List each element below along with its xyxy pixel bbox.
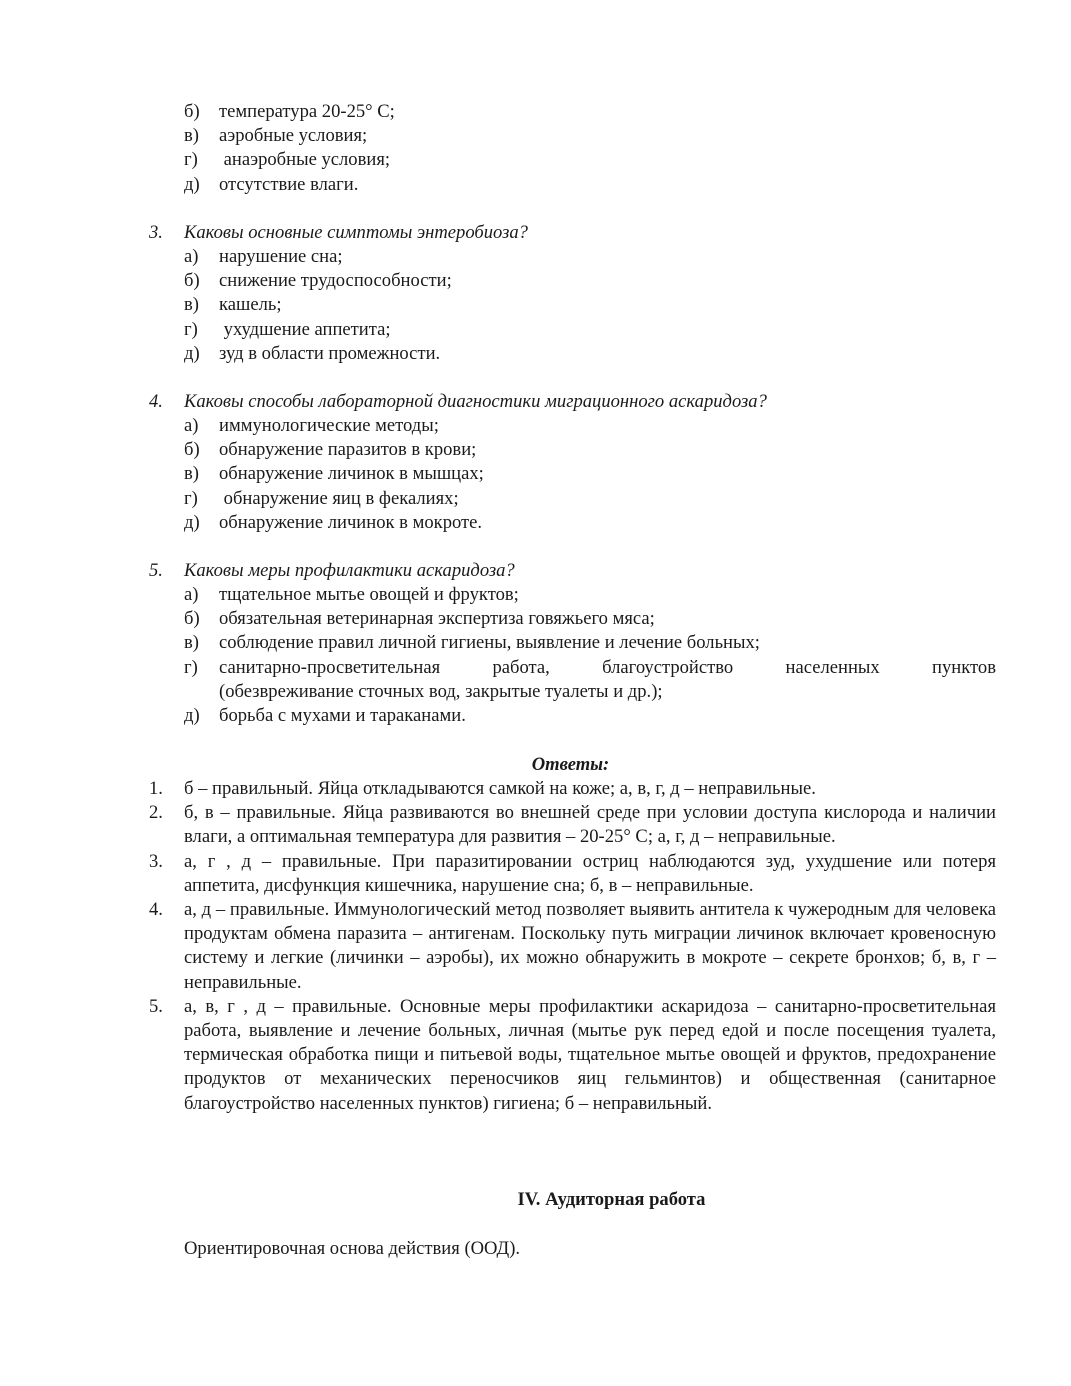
answer-number: 1. <box>149 778 163 799</box>
option-v <box>184 124 996 148</box>
question-text: Каковы основные симптомы энтеробиоза? <box>184 222 528 243</box>
option-text: обязательная ветеринарная экспертиза говяжьего мяса; <box>219 608 655 630</box>
option-letter: б) <box>184 608 200 630</box>
section-text: Ориентировочная основа действия (ООД). <box>184 1238 521 1259</box>
option-letter: в) <box>184 125 199 147</box>
answer-item <box>149 777 996 801</box>
answer-number: 5. <box>149 995 163 1017</box>
answer-number: 3. <box>149 850 163 872</box>
option-text: зуд в области промежности. <box>219 342 441 364</box>
option-g <box>184 656 996 704</box>
option-letter: д) <box>184 342 200 364</box>
option-letter: д) <box>184 511 200 533</box>
answer-item <box>149 801 996 849</box>
option-text: санитарно-просветительная работа, благоустройство населенных пунктов <box>219 656 996 678</box>
option-text: нарушение сна; <box>219 246 343 267</box>
option-text: отсутствие влаги. <box>219 173 359 195</box>
question-3 <box>149 221 999 245</box>
option-text: обнаружение яиц в фекалиях; <box>219 487 459 509</box>
option-a <box>184 583 996 607</box>
option-text: анаэробные условия; <box>219 149 391 171</box>
option-d <box>184 342 996 366</box>
option-a <box>184 414 996 438</box>
option-text: обнаружение личинок в мокроте. <box>219 511 483 533</box>
option-text-block <box>219 656 996 704</box>
option-letter: б) <box>184 439 200 461</box>
option-b <box>184 100 996 124</box>
option-letter: г) <box>184 318 198 340</box>
q5-options <box>184 583 996 728</box>
answers-list <box>149 777 996 1116</box>
option-letter: а) <box>184 415 199 436</box>
answer-text: б, в – правильные. Яйца развиваются во внешней среде при условии доступа кислорода и наличии влаги, а оптимальная температура для развития – 20-25° С; а, г, д – неправильные. <box>184 802 996 848</box>
option-text: аэробные условия; <box>219 125 368 147</box>
question-text: Каковы способы лабораторной диагностики миграционного аскаридоза? <box>184 391 767 412</box>
q2-options <box>184 100 996 197</box>
q3-options <box>184 245 996 366</box>
option-text-continued: (обезвреживание сточных вод, закрытые туалеты и др.); <box>219 680 663 702</box>
option-letter: г) <box>184 487 198 509</box>
option-text: снижение трудоспособности; <box>219 270 452 292</box>
question-number: 3. <box>149 222 163 243</box>
option-letter: а) <box>184 584 199 605</box>
option-d <box>184 704 996 728</box>
option-text: обнаружение паразитов в крови; <box>219 439 477 461</box>
option-text: тщательное мытье овощей и фруктов; <box>219 584 519 605</box>
option-text: борьба с мухами и тараканами. <box>219 705 466 727</box>
option-text: обнаружение личинок в мышцах; <box>219 463 484 485</box>
option-g <box>184 148 996 172</box>
option-letter: б) <box>184 101 200 122</box>
answer-item <box>149 898 996 995</box>
answers-heading: Ответы: <box>531 754 610 775</box>
answer-text: а, д – правильные. Иммунологический метод позволяет выявить антитела к чужеродным для человека продуктам обмена паразита – антигенам. Поскольку путь миграции личинок включает кровеносную систему и легкие (личинки – аэробы), их можно обнаружить в мокроте – секрете бронхов; б, в, г – неправильные. <box>184 899 996 993</box>
option-v <box>184 462 996 486</box>
option-g <box>184 318 996 342</box>
answer-text: а, в, г , д – правильные. Основные меры профилактики аскаридоза – санитарно-просветительная работа, выявление и лечение больных, личная (мытье рук перед едой и после посещения туалета, термическая обработка пищи и питьевой воды, тщательное мытье овощей и фруктов, предохранение продуктов от механических переносчиков яиц гельминтов) и общественная (санитарное благоустройство населенных пунктов) гигиена; б – неправильный. <box>184 995 996 1114</box>
option-v <box>184 293 996 317</box>
option-b <box>184 269 996 293</box>
answer-item <box>149 850 996 898</box>
answer-number: 4. <box>149 899 163 921</box>
option-letter: д) <box>184 173 200 195</box>
option-v <box>184 631 996 655</box>
option-letter: б) <box>184 270 200 292</box>
option-text: температура 20-25° С; <box>219 101 395 122</box>
answer-text: б – правильный. Яйца откладываются самкой на коже; а, в, г, д – неправильные. <box>184 778 816 799</box>
option-letter: в) <box>184 294 199 316</box>
option-d <box>184 511 996 535</box>
option-text: ухудшение аппетита; <box>219 318 391 340</box>
option-letter: д) <box>184 705 200 727</box>
question-number: 5. <box>149 560 163 581</box>
option-text: соблюдение правил личной гигиены, выявление и лечение больных; <box>219 632 760 654</box>
option-text: кашель; <box>219 294 282 316</box>
option-letter: в) <box>184 632 199 654</box>
question-4 <box>149 390 999 414</box>
option-text: иммунологические методы; <box>219 415 439 436</box>
question-5 <box>149 559 999 583</box>
section-heading: IV. Аудиторная работа <box>517 1189 706 1210</box>
option-b <box>184 607 996 631</box>
answer-number: 2. <box>149 802 163 824</box>
option-g <box>184 487 996 511</box>
option-letter: в) <box>184 463 199 485</box>
answer-text: а, г , д – правильные. При паразитировании остриц наблюдаются зуд, ухудшение или потеря аппетита, дисфункция кишечника, нарушение сна; б, в – неправильные. <box>184 850 996 896</box>
option-b <box>184 438 996 462</box>
option-letter: г) <box>184 149 198 171</box>
answer-item <box>149 995 996 1116</box>
q4-options <box>184 414 996 535</box>
option-a <box>184 245 996 269</box>
question-text: Каковы меры профилактики аскаридоза? <box>184 560 515 581</box>
question-number: 4. <box>149 391 163 412</box>
option-letter: г) <box>184 656 198 678</box>
option-d <box>184 173 996 197</box>
option-letter: а) <box>184 246 199 267</box>
